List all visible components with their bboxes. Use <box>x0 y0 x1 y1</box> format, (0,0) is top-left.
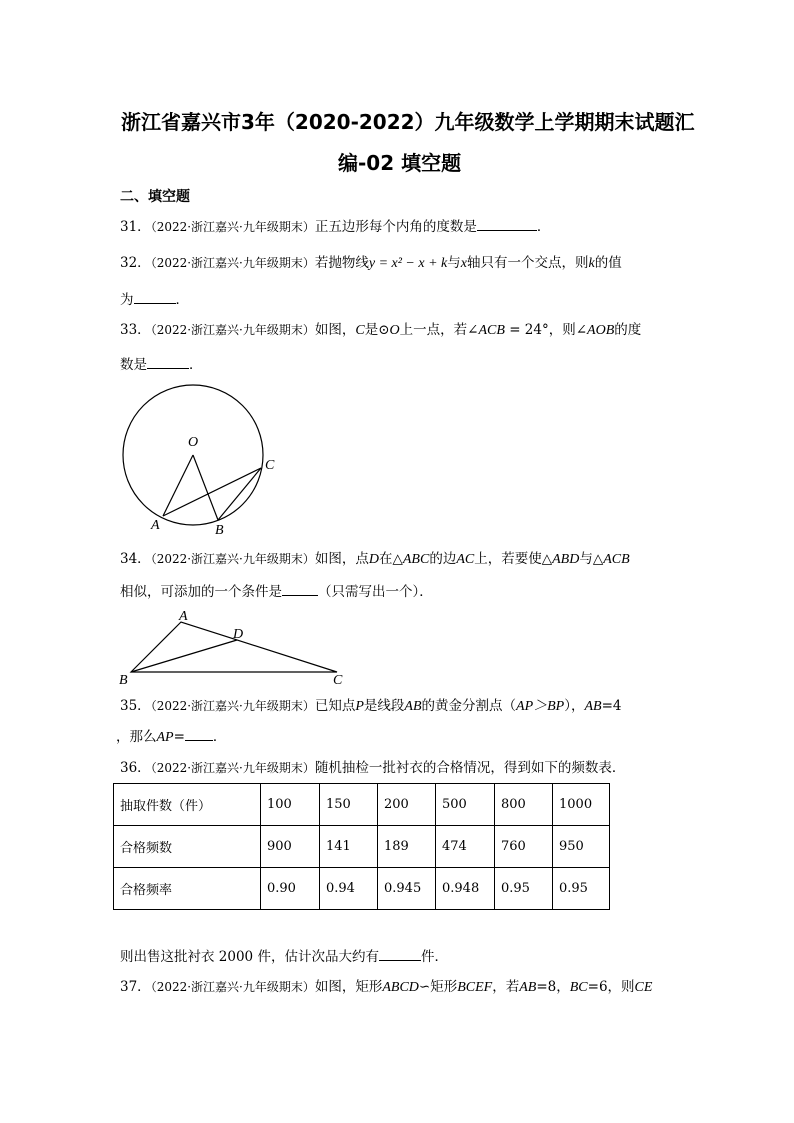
question-text: 如图，矩形 <box>314 979 383 995</box>
table-cell: 0.90 <box>261 868 320 910</box>
math-var: P <box>355 699 364 714</box>
question-text: 上，若要使△ <box>474 551 553 567</box>
page-title-line1: 浙江省嘉兴市3年（2020-2022）九年级数学上学期期末试题汇 <box>121 110 695 134</box>
table-cell: 760 <box>495 826 553 868</box>
question-number: 35． <box>120 698 151 714</box>
source-tag: （2022·浙江嘉兴·九年级期末） <box>150 761 315 775</box>
question-number: 32． <box>120 255 151 271</box>
table-cell: 抽取件数（件） <box>114 784 261 826</box>
question-text: = 24°，则∠ <box>504 322 588 338</box>
question-text: 的边 <box>429 551 457 567</box>
table-cell: 800 <box>495 784 553 826</box>
answer-blank <box>282 581 318 596</box>
math-var: BCEF <box>457 980 493 995</box>
source-tag: （2022·浙江嘉兴·九年级期末） <box>150 220 315 234</box>
table-cell: 0.948 <box>436 868 495 910</box>
table-cell: 合格频数 <box>114 826 261 868</box>
section-heading: 二、填空题 <box>120 189 190 205</box>
table-row <box>114 826 610 868</box>
table-row <box>114 868 610 910</box>
question-36-after <box>120 946 448 967</box>
answer-blank <box>134 289 176 304</box>
question-text: 的值 <box>594 255 622 271</box>
question-text: 是⊙ <box>364 322 390 338</box>
question-text: 上一点，若∠ <box>399 322 479 338</box>
label-a: A <box>179 609 188 624</box>
question-text: 相似，可添加的一个条件是 <box>120 584 282 600</box>
question-number: 33． <box>120 322 151 338</box>
segment-oa <box>163 455 193 516</box>
answer-blank <box>185 726 213 741</box>
table-cell: 1000 <box>553 784 610 826</box>
math-var: AB <box>584 699 602 714</box>
table-cell: 0.94 <box>320 868 378 910</box>
math-var: ABCD <box>382 980 419 995</box>
question-text: 轴只有一个交点，则 <box>466 255 589 271</box>
question-text: 件． <box>420 949 448 965</box>
question-31 <box>120 216 550 237</box>
question-text: 如图， <box>314 322 356 338</box>
question-text: 已知点 <box>314 698 356 714</box>
question-32 <box>120 253 622 274</box>
question-text: = <box>173 729 185 745</box>
math-var: AP <box>156 730 174 745</box>
segment-ac <box>163 468 261 516</box>
punctuation: ． <box>175 292 189 308</box>
question-text: ，若 <box>492 979 520 995</box>
table-cell: 200 <box>378 784 436 826</box>
table-cell: 141 <box>320 826 378 868</box>
table-cell: 100 <box>261 784 320 826</box>
source-tag: （2022·浙江嘉兴·九年级期末） <box>150 552 315 566</box>
question-text: 与 <box>447 255 461 271</box>
table-cell: 0.95 <box>495 868 553 910</box>
question-text: （只需写出一个）． <box>318 584 433 600</box>
answer-blank <box>477 216 537 231</box>
question-37 <box>120 977 652 998</box>
question-35 <box>120 696 622 717</box>
table-cell: 0.95 <box>553 868 610 910</box>
table-row <box>114 784 610 826</box>
math-var: BC <box>569 980 588 995</box>
triangle-figure <box>115 608 350 690</box>
math-var: x <box>460 256 467 271</box>
question-text: 与△ <box>579 551 604 567</box>
question-text: =8， <box>536 979 570 995</box>
table-cell: 474 <box>436 826 495 868</box>
source-tag: （2022·浙江嘉兴·九年级期末） <box>150 980 315 994</box>
math-var: ACB <box>603 552 630 567</box>
table-cell: 0.945 <box>378 868 436 910</box>
question-number: 36． <box>120 760 151 776</box>
table-cell: 500 <box>436 784 495 826</box>
label-c: C <box>333 673 343 688</box>
formula: y = x² − x + k <box>368 256 448 271</box>
question-33-line2 <box>120 354 203 375</box>
label-o: O <box>188 435 199 450</box>
question-text: ∽矩形 <box>418 979 458 995</box>
question-34 <box>120 549 630 570</box>
math-var: AC <box>456 552 475 567</box>
answer-blank <box>147 354 189 369</box>
table-cell: 189 <box>378 826 436 868</box>
math-var: AB <box>519 980 537 995</box>
question-35-line2 <box>116 726 226 748</box>
question-text: 若抛物线 <box>314 255 369 271</box>
table-cell: 150 <box>320 784 378 826</box>
label-a: A <box>151 518 160 533</box>
question-text: ，那么 <box>116 729 157 745</box>
source-tag: （2022·浙江嘉兴·九年级期末） <box>150 256 315 270</box>
table-cell: 950 <box>553 826 610 868</box>
math-var: AP＞BP <box>516 699 565 714</box>
label-c: C <box>265 458 275 473</box>
math-var: AOB <box>587 323 615 338</box>
answer-blank <box>379 946 421 961</box>
math-var: D <box>368 552 379 567</box>
question-34-line2 <box>120 581 433 602</box>
punctuation: ． <box>189 357 203 373</box>
question-text: 在△ <box>378 551 403 567</box>
punctuation: ． <box>212 729 227 745</box>
question-number: 34． <box>120 551 151 567</box>
segment-bc <box>218 468 261 520</box>
question-text: =6，则 <box>587 979 635 995</box>
label-d: D <box>233 627 244 642</box>
label-b: B <box>215 523 224 538</box>
label-b: B <box>119 673 128 688</box>
frequency-table <box>113 783 610 910</box>
question-text: 则出售这批衬衣 2000 件，估计次品大约有 <box>120 949 379 965</box>
math-var: ABC <box>402 552 430 567</box>
math-var: k <box>588 256 595 271</box>
question-text: 是线段 <box>363 698 405 714</box>
question-text: 的度 <box>614 322 642 338</box>
question-text: 如图，点 <box>314 551 369 567</box>
question-36 <box>120 758 625 778</box>
source-tag: （2022·浙江嘉兴·九年级期末） <box>150 323 315 337</box>
math-var: ACB <box>478 323 505 338</box>
math-var: O <box>389 323 400 338</box>
segment-ob <box>193 455 218 520</box>
math-var: C <box>355 323 365 338</box>
page-title-line2: 编-02 填空题 <box>338 151 462 175</box>
punctuation: ． <box>536 219 551 235</box>
question-33 <box>120 320 641 341</box>
question-number: 31． <box>120 219 151 235</box>
table-cell: 900 <box>261 826 320 868</box>
table-cell: 合格频率 <box>114 868 261 910</box>
question-text: =4 <box>601 698 622 714</box>
question-32-line2 <box>120 289 189 310</box>
math-var: CE <box>634 980 653 995</box>
circle-figure <box>115 380 280 540</box>
source-tag: （2022·浙江嘉兴·九年级期末） <box>150 699 315 713</box>
math-var: AB <box>404 699 422 714</box>
question-text: 的黄金分割点（ <box>421 698 517 714</box>
question-text: 随机抽检一批衬衣的合格情况，得到如下的频数表． <box>314 760 626 776</box>
question-text: ）， <box>564 698 585 714</box>
question-text: 正五边形每个内角的度数是 <box>314 219 477 235</box>
question-number: 37． <box>120 979 151 995</box>
question-text: 数是 <box>120 357 147 373</box>
question-text: 为 <box>120 292 134 308</box>
math-var: ABD <box>552 552 580 567</box>
